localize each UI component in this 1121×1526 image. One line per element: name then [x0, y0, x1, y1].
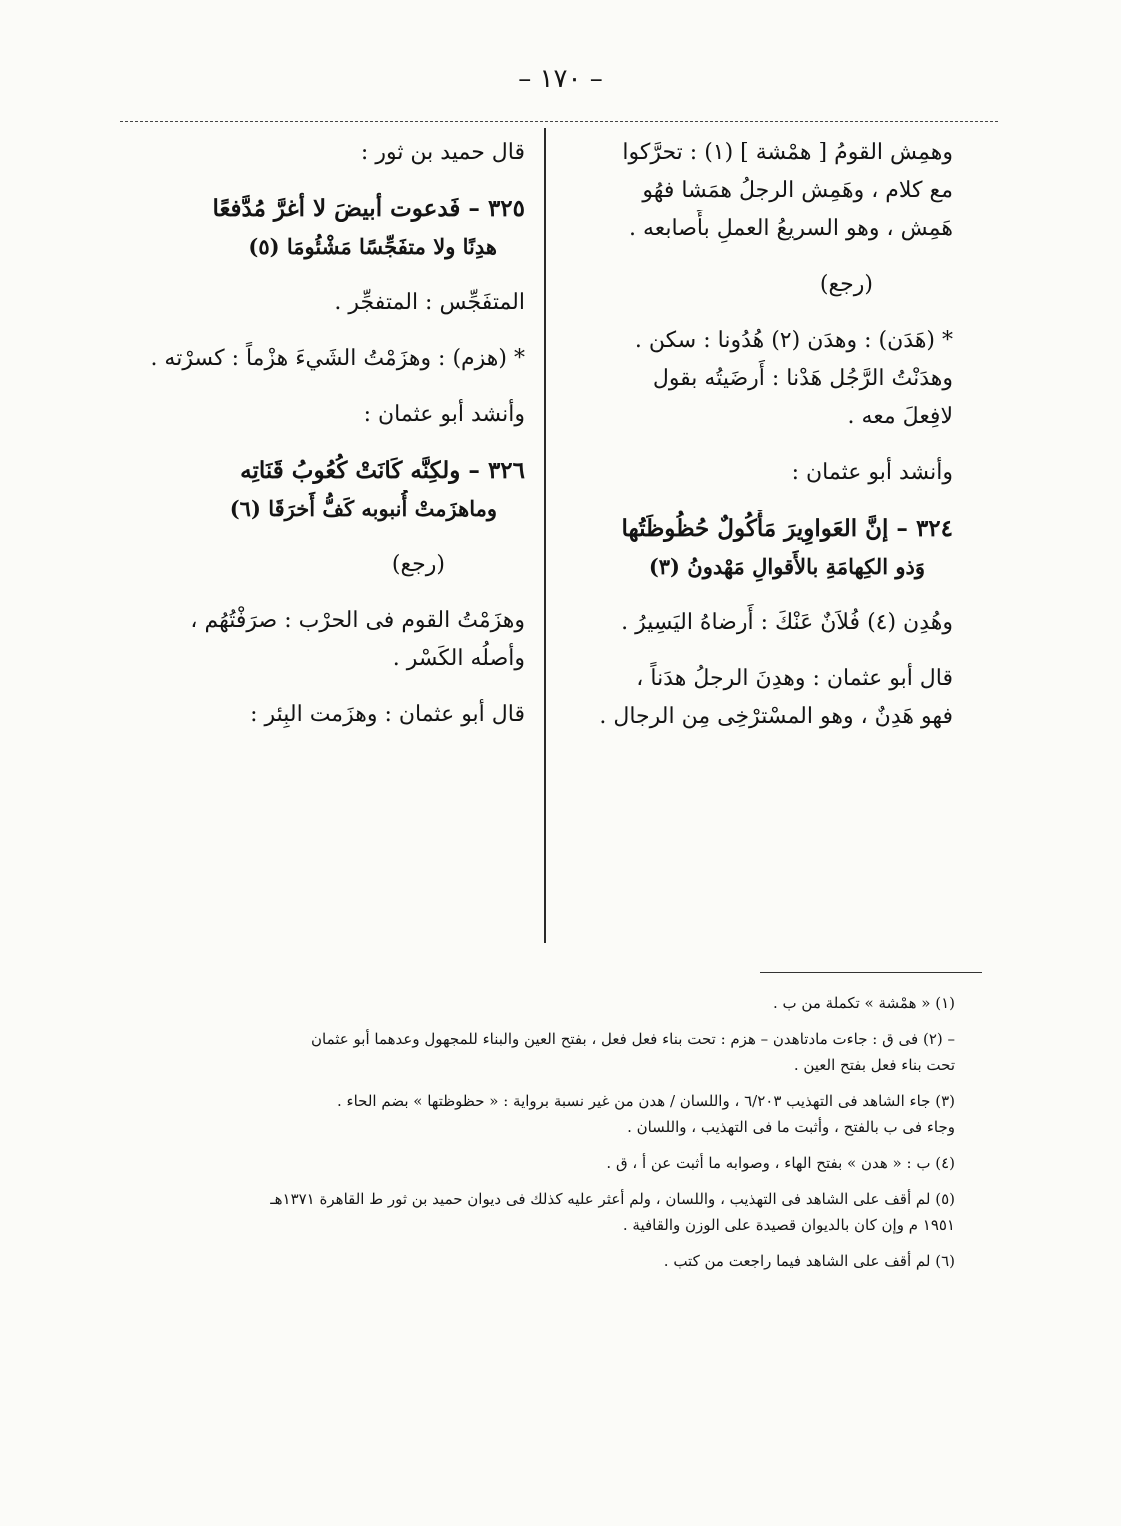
text-line: هَمِش ، وهو السريعُ العملِ بأَصابعه .: [629, 216, 953, 241]
text-line: وهزَمْتُ القوم فى الحرْب : صرَفْتُهُم ،: [190, 608, 525, 633]
page-number: – ١٧٠ –: [518, 64, 603, 94]
footnote-rule: [760, 972, 982, 973]
paragraph: [140, 284, 525, 322]
verse-line: وَذو الكِهامَةِ بالأَقوالِ مَهْدونُ (٣): [648, 554, 925, 579]
verse-line: هدِنًا ولا متفَجِّسًا مَشْئُومَا (٥): [248, 234, 497, 259]
footnote-line: – (٢) فى ق : جاءت مادتاهدن – هزم : تحت بناء فعل فعل ، بفتح العين والبناء للمجهول وعدهما أبو عثمان: [311, 1030, 955, 1048]
text-line: * (هَدَن) : وهدَن (٢) هُدُونا : سكن .: [634, 328, 953, 353]
footnote-line: وجاء فى ب بالفتح ، وأثبت ما فى التهذيب ، واللسان .: [627, 1118, 955, 1136]
text-line: فهو هَدِنٌ ، وهو المسْترْخِى مِن الرجال .: [599, 704, 953, 729]
verse-line: ٣٢٦ – ولكِنَّه كَانَتْ كُعُوبُ قَنَاتِه: [240, 457, 525, 484]
footnote-line: (٣) جاء الشاهد فى التهذيب ٦/٢٠٣ ، واللسان / هدن من غير نسبة برواية : « حظوظتها » بضم الحاء .: [336, 1092, 955, 1110]
text-line: قال حميد بن ثور :: [360, 140, 525, 165]
footnote-line: (٦) لم أقف على الشاهد فيما راجعت من كتب .: [663, 1252, 955, 1270]
footnote: [140, 1248, 955, 1274]
text-line: وأنشد أبو عثمان :: [791, 460, 953, 485]
footnote: [140, 1186, 955, 1238]
paragraph: [140, 602, 525, 678]
text-line: وهدَنْتُ الرَّجُل هَدْنا : أَرضَيتُه بقول: [652, 366, 953, 391]
footnote: [140, 990, 955, 1016]
paragraph: [565, 134, 953, 248]
footnote: [140, 1088, 955, 1140]
footnote: [140, 1150, 955, 1176]
text-line: وأنشد أبو عثمان :: [363, 402, 525, 427]
paragraph: [565, 266, 953, 304]
text-line: وهُدِن (٤) فُلاَنٌ عَنْكَ : أَرضاهُ اليَسِيرُ .: [621, 610, 953, 635]
text-line: وأصلُه الكَسْر .: [392, 646, 525, 671]
paragraph: [140, 696, 525, 734]
text-line: قال أبو عثمان : وهدِنَ الرجلُ هدَناً ،: [636, 666, 953, 691]
right-column: [565, 134, 953, 754]
text-line: مع كلام ، وهَمِش الرجلُ همَشا فهُو: [642, 178, 953, 203]
column-divider: [544, 128, 546, 943]
paragraph: [140, 340, 525, 378]
text-line: * (هزم) : وهزَمْتُ الشَيءَ هزْماً : كسرْته .: [150, 346, 525, 371]
paragraph: [565, 454, 953, 492]
paragraph: [565, 322, 953, 436]
text-line: (رجع): [819, 272, 873, 297]
verse-line: وماهزَمتْ أُنبوبه كَفُّ أَخرَقَا (٦): [229, 496, 497, 521]
text-line: المتفَجِّس : المتفجِّر .: [334, 290, 525, 315]
footnote-line: (٥) لم أقف على الشاهد فى التهذيب ، واللسان ، ولم أعثر عليه كذلك فى ديوان حميد بن ثور ط القاهرة ١٣٧١هـ: [270, 1190, 955, 1208]
footnote-line: تحت بناء فعل بفتح العين .: [793, 1056, 955, 1074]
paragraph: [565, 660, 953, 736]
header-rule: [120, 121, 998, 122]
paragraph: [140, 396, 525, 434]
verse-block: [140, 452, 525, 528]
verse-block: [140, 190, 525, 266]
paragraph: [140, 546, 525, 584]
verse-line: ٣٢٥ – فَدعوت أبيضَ لا أغرَّ مُدَّفعًا: [212, 195, 525, 222]
text-line: (رجع): [391, 552, 445, 577]
footnotes: [140, 990, 955, 1284]
text-line: وهمِش القومُ [ همْشة ] (١) : تحرَّكوا: [622, 140, 953, 165]
text-line: لافِعلَ معه .: [847, 404, 953, 429]
text-line: قال أبو عثمان : وهزَمت البِئر :: [250, 702, 525, 727]
footnote-line: (٤) ب : « هدن » بفتح الهاء ، وصوابه ما أثبت عن أ ، ق .: [606, 1154, 955, 1172]
footnote-line: (١) « همْشة » تكملة من ب .: [773, 994, 955, 1012]
paragraph: [140, 134, 525, 172]
verse-line: ٣٢٤ – إنَّ العَواوِيرَ مَأْكُولٌ حُظُوظَتُها: [621, 515, 953, 542]
verse-block: [565, 510, 953, 586]
left-column: [140, 134, 525, 752]
footnote-line: ١٩٥١ م وإن كان بالديوان قصيدة على الوزن والقافية .: [622, 1216, 955, 1234]
footnote: [140, 1026, 955, 1078]
paragraph: [565, 604, 953, 642]
